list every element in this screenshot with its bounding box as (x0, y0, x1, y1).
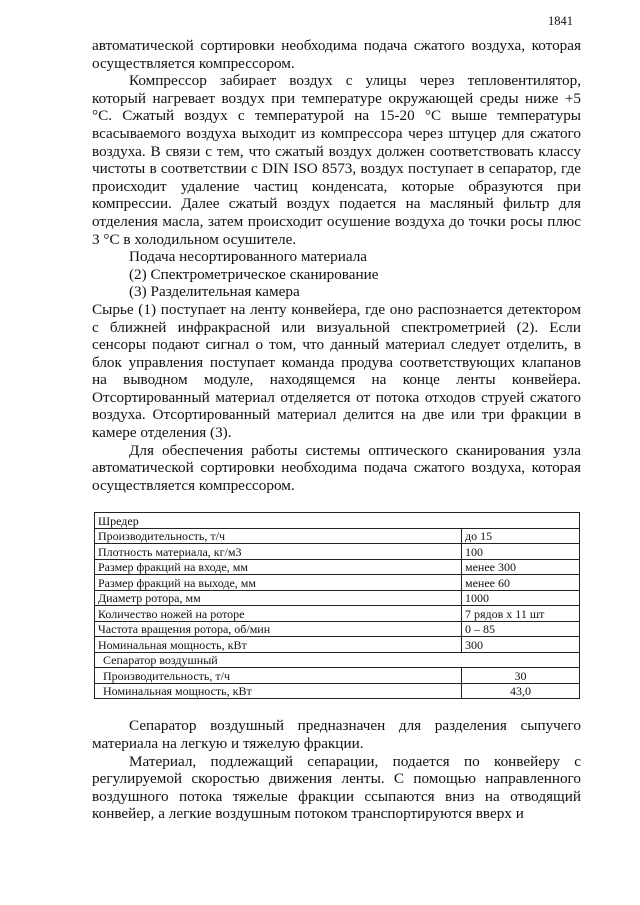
param-cell: Плотность материала, кг/м3 (95, 544, 462, 560)
table-section-header (95, 513, 580, 529)
paragraph: Материал, подлежащий сепарации, подается по конвейеру с регулируемой скоростью движения ленты. С помощью направленного воздушного потока тяжелые фракции ссыпаются вниз на отводящий конвейер, а легкие воздушным потоком транспортируются вверх и (92, 752, 581, 823)
bottom-paragraphs (92, 717, 581, 823)
paragraph: (2) Спектрометрическое сканирование (129, 265, 379, 283)
value-cell: 100 (462, 544, 580, 560)
paragraph: Для обеспечения работы системы оптического сканирования узла автоматической сортировки необходима подача сжатого воздуха, которая осуществляется компрессором. (92, 441, 581, 494)
param-cell: Производительность, т/ч (95, 528, 462, 544)
param-cell: Размер фракций на входе, мм (95, 559, 462, 575)
value-cell: менее 60 (462, 575, 580, 591)
param-cell: Количество ножей на роторе (95, 606, 462, 622)
paragraph: Подача несортированного материала (129, 248, 368, 266)
value-cell: до 15 (462, 528, 580, 544)
top-paragraphs (92, 37, 581, 494)
table-row (95, 606, 580, 622)
paragraph: Компрессор забирает воздух с улицы через тепловентилятор, который нагревает воздух при температуре окружающей среды ниже +5 °С. Сжатый воздух с температурой на 15-20 °С выше температуры всасываемого воздуха выходит из компрессора через штуцер для сжатого воздуха. В связи с тем, что сжатый воздух должен соответствовать классу чистоты в соответствии с DIN ISO 8573, воздух поступает в сепаратор, где происходит удаление частиц конденсата, которые образуются при компрессии. Далее сжатый воздух подается на масляный фильтр для отделения масла, затем происходит осушение воздуха до точки росы плюс 3 °С в холодильном осушителе. (92, 72, 581, 248)
value-cell: 300 (462, 637, 580, 653)
table-row (95, 621, 580, 637)
paragraph: Сырье (1) поступает на ленту конвейера, где оно распознается детектором с ближней инфракрасной или визуальной спектрометрией (2). Если сенсоры подают сигнал о том, что данный материал следует отделить, в блок управления поступает команда продува соответствующих клапанов на выводном модуле, находящемся на конце ленты конвейера. Отсортированный материал отделяется от потока отходов струей сжатого воздуха. Отсортированный материал делится на две или три фракции в камере отделения (3). (92, 300, 581, 442)
param-cell: Номинальная мощность, кВт (95, 683, 462, 699)
document-body (92, 37, 581, 823)
param-cell: Размер фракций на выходе, мм (95, 575, 462, 591)
shredder-title: Шредер (95, 513, 580, 529)
paragraph: Сепаратор воздушный предназначен для разделения сыпучего материала на легкую и тяжелую фракции. (92, 717, 581, 753)
equipment-spec-table (94, 512, 580, 699)
table-row (95, 575, 580, 591)
value-cell: менее 300 (462, 559, 580, 575)
paragraph: автоматической сортировки необходима подача сжатого воздуха, которая осуществляется компрессором. (92, 37, 581, 72)
table-row (95, 683, 580, 699)
value-cell: 7 рядов х 11 шт (462, 606, 580, 622)
value-cell: 1000 (462, 590, 580, 606)
param-cell: Производительность, т/ч (95, 668, 462, 684)
table-row (95, 544, 580, 560)
param-cell: Частота вращения ротора, об/мин (95, 621, 462, 637)
table-section-header (95, 652, 580, 668)
param-cell: Диаметр ротора, мм (95, 590, 462, 606)
separator-title: Сепаратор воздушный (95, 652, 580, 668)
param-cell: Номинальная мощность, кВт (95, 637, 462, 653)
table-row (95, 559, 580, 575)
table-row (95, 590, 580, 606)
value-cell: 43,0 (462, 683, 580, 699)
table-row (95, 637, 580, 653)
table-row (95, 528, 580, 544)
paragraph: (3) Разделительная камера (129, 283, 300, 301)
value-cell: 0 – 85 (462, 621, 580, 637)
page-number: 1841 (548, 14, 573, 28)
table-row (95, 668, 580, 684)
value-cell: 30 (462, 668, 580, 684)
